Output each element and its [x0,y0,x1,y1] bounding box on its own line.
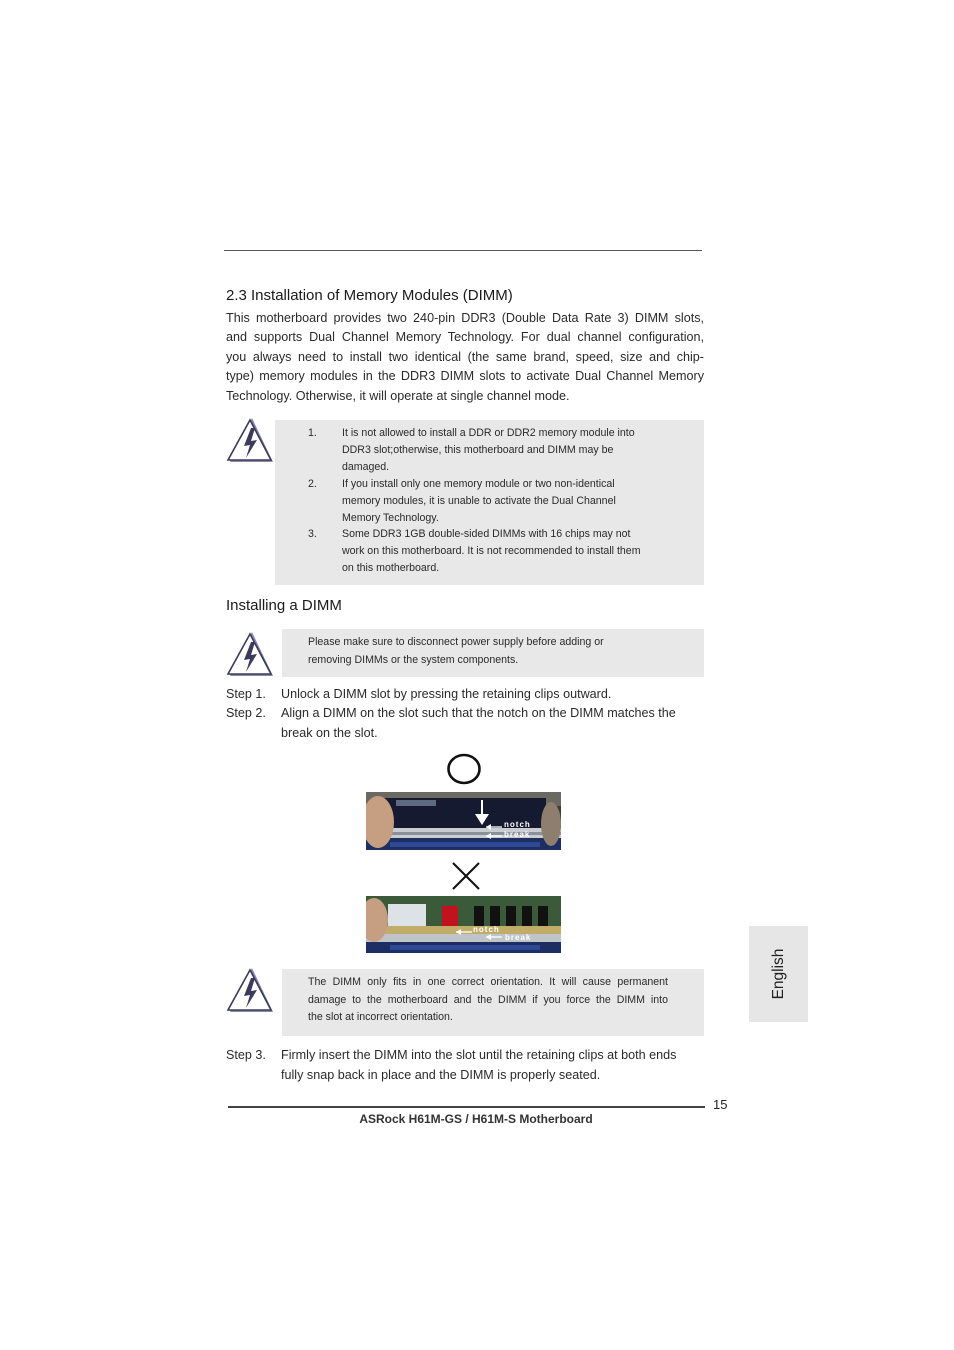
notch-label: notch [473,925,500,934]
note-item [275,476,704,527]
step-text: Firmly insert the DIMM into the slot until the retaining clips at both ends [281,1048,677,1062]
installing-title: Installing a DIMM [226,597,342,614]
note-line: damaged. [342,461,390,473]
intro-paragraph [226,309,704,406]
note-line: the slot at incorrect orientation. [308,1011,453,1024]
note-line: removing DIMMs or the system components. [308,653,519,666]
step-3 [226,1046,704,1086]
note-line: on this motherboard. [342,562,440,574]
footer-text: ASRock H61M-GS / H61M-S Motherboard [359,1112,593,1126]
note-number: 3. [308,528,317,540]
note-line: Please make sure to disconnect power supply before adding or [308,636,604,648]
note-line: It is not allowed to install a DDR or DDR2 memory module into [342,427,635,439]
language-tab [749,926,808,1022]
intro-line: and supports Dual Channel Memory Technology. For dual channel configuration, [226,330,704,345]
note-number: 1. [308,427,317,439]
break-label: break [504,830,531,839]
note-line: The DIMM only fits in one correct orientation. It will cause permanent [308,976,668,988]
step-text: Align a DIMM on the slot such that the notch on the DIMM matches the [281,706,676,720]
note-line: Memory Technology. [342,512,439,524]
circle-correct-icon [447,753,481,785]
note-item [275,526,704,577]
intro-line: This motherboard provides two 240-pin DDR3 (Double Data Rate 3) DIMM slots, [226,311,704,325]
step-label: Step 2. [226,706,266,720]
page-number: 15 [713,1097,728,1112]
warning-triangle-icon [226,416,274,464]
step-label: Step 1. [226,687,266,701]
note-number: 2. [308,478,317,490]
note-line: work on this motherboard. It is not recommended to install them [342,545,641,557]
intro-line: Technology. Otherwise, it will operate at single channel mode. [226,388,570,403]
note-line: DDR3 slot;otherwise, this motherboard and DIMM may be [342,444,614,456]
step-1 [226,685,704,705]
break-label: break [505,933,532,942]
intro-line: you always need to install two identical (the same brand, speed, size and chip- [226,349,704,364]
note-line: damage to the motherboard and the DIMM if you force the DIMM into [308,993,668,1006]
section-title: 2.3 Installation of Memory Modules (DIMM) [226,287,513,304]
dimm-correct-photo [366,792,561,850]
power-note-text [308,634,604,669]
note-item [275,425,704,476]
step-text: break on the slot. [281,725,378,740]
dimm-incorrect-photo [366,896,561,953]
language-tab-label: English [769,948,787,1000]
step-text: fully snap back in place and the DIMM is properly seated. [281,1067,601,1082]
notch-label: notch [504,820,531,829]
intro-line: type) memory modules in the DDR3 DIMM slots to activate Dual Channel Memory [226,369,704,384]
step-label: Step 3. [226,1048,266,1062]
orientation-note-box [282,969,704,1036]
note-line: Some DDR3 1GB double-sided DIMMs with 16 chips may not [342,528,631,540]
cross-incorrect-icon [451,861,481,891]
note-line: memory modules, it is unable to activate the Dual Channel [342,495,616,507]
note-line: If you install only one memory module or two non-identical [342,478,615,490]
warning-triangle-icon [226,966,274,1014]
step-text: Unlock a DIMM slot by pressing the retaining clips outward. [281,687,612,701]
orientation-note-text [308,974,668,1027]
power-note-box [282,629,704,677]
notes-box [275,420,704,585]
footer-rule [228,1106,705,1108]
warning-triangle-icon [226,630,274,678]
header-rule [224,250,702,251]
step-2 [226,704,704,744]
